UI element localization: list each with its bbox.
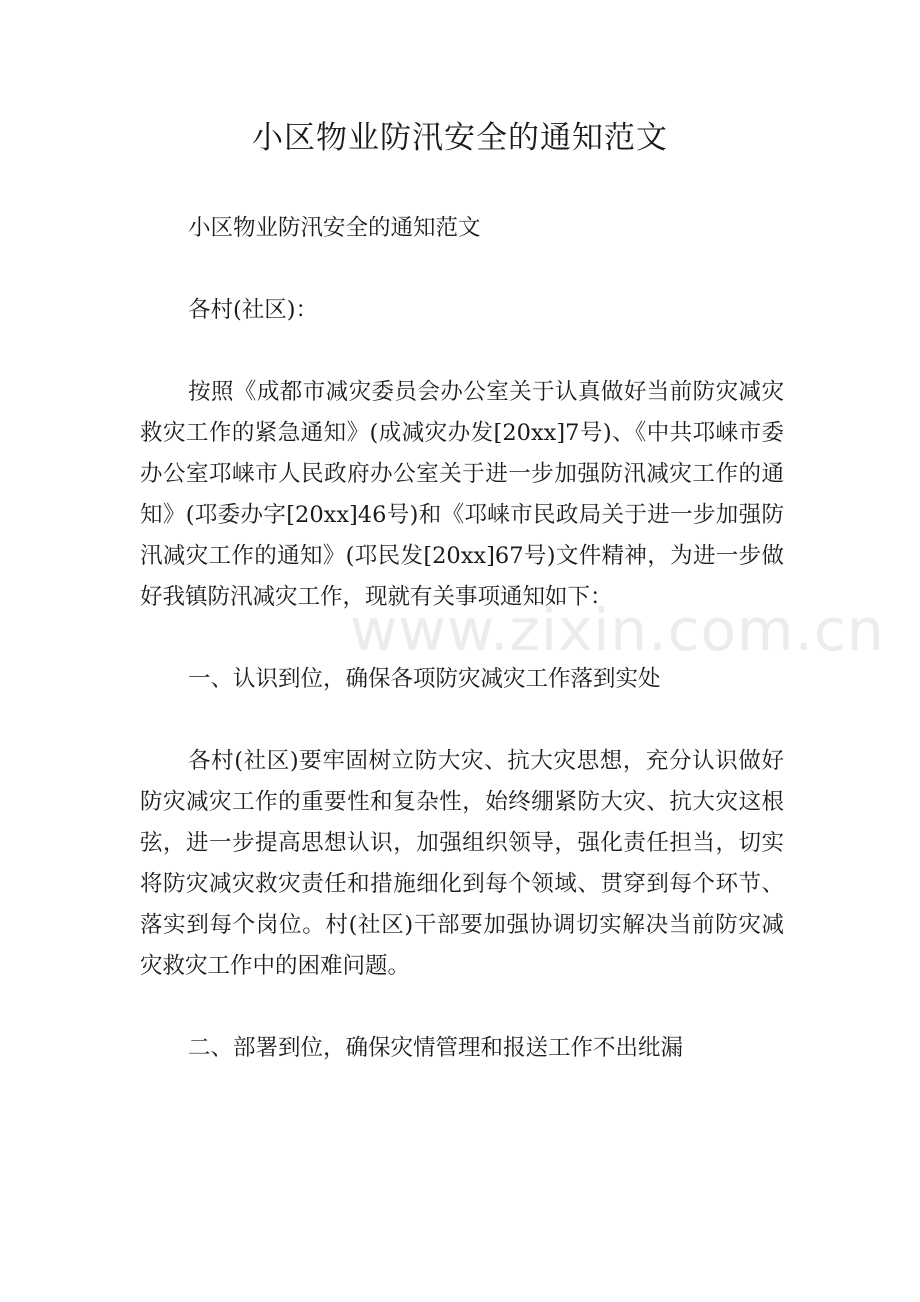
document-title: 小区物业防汛安全的通知范文 (252, 120, 668, 156)
watermark: www.zixin.com.cn (350, 596, 885, 664)
paragraph-intro: 按照《成都市减灾委员会办公室关于认真做好当前防灾减灾救灾工作的紧急通知》(成减灾办发[20xx]7号)、《中共邛崃市委办公室邛崃市人民政府办公室关于进一步加强防汛减灾工作的通知》(邛委办字[20xx]46号)和《邛崃市民政局关于进一步加强防汛减灾工作的通知》(邛民发[20xx]67号)文件精神，为进一步做好我镇防汛减灾工作，现就有关事项通知如下： (140, 379, 784, 610)
paragraph-salutation: 各村(社区)： (188, 297, 319, 323)
document-body (140, 208, 885, 1110)
section-heading-1: 一、认识到位，确保各项防灾减灾工作落到实处 (188, 666, 661, 692)
paragraph-section-1: 各村(社区)要牢固树立防大灾、抗大灾思想，充分认识做好防灾减灾工作的重要性和复杂性，始终绷紧防大灾、抗大灾这根弦，进一步提高思想认识，加强组织领导，强化责任担当，切实将防灾减灾救灾责任和措施细化到每个领域、贯穿到每个环节、落实到每个岗位。村(社区)干部要加强协调切实解决当前防灾减灾救灾工作中的困难问题。 (140, 748, 784, 979)
paragraph-subtitle: 小区物业防汛安全的通知范文 (188, 215, 481, 241)
section-heading-2: 二、部署到位，确保灾情管理和报送工作不出纰漏 (188, 1035, 684, 1061)
